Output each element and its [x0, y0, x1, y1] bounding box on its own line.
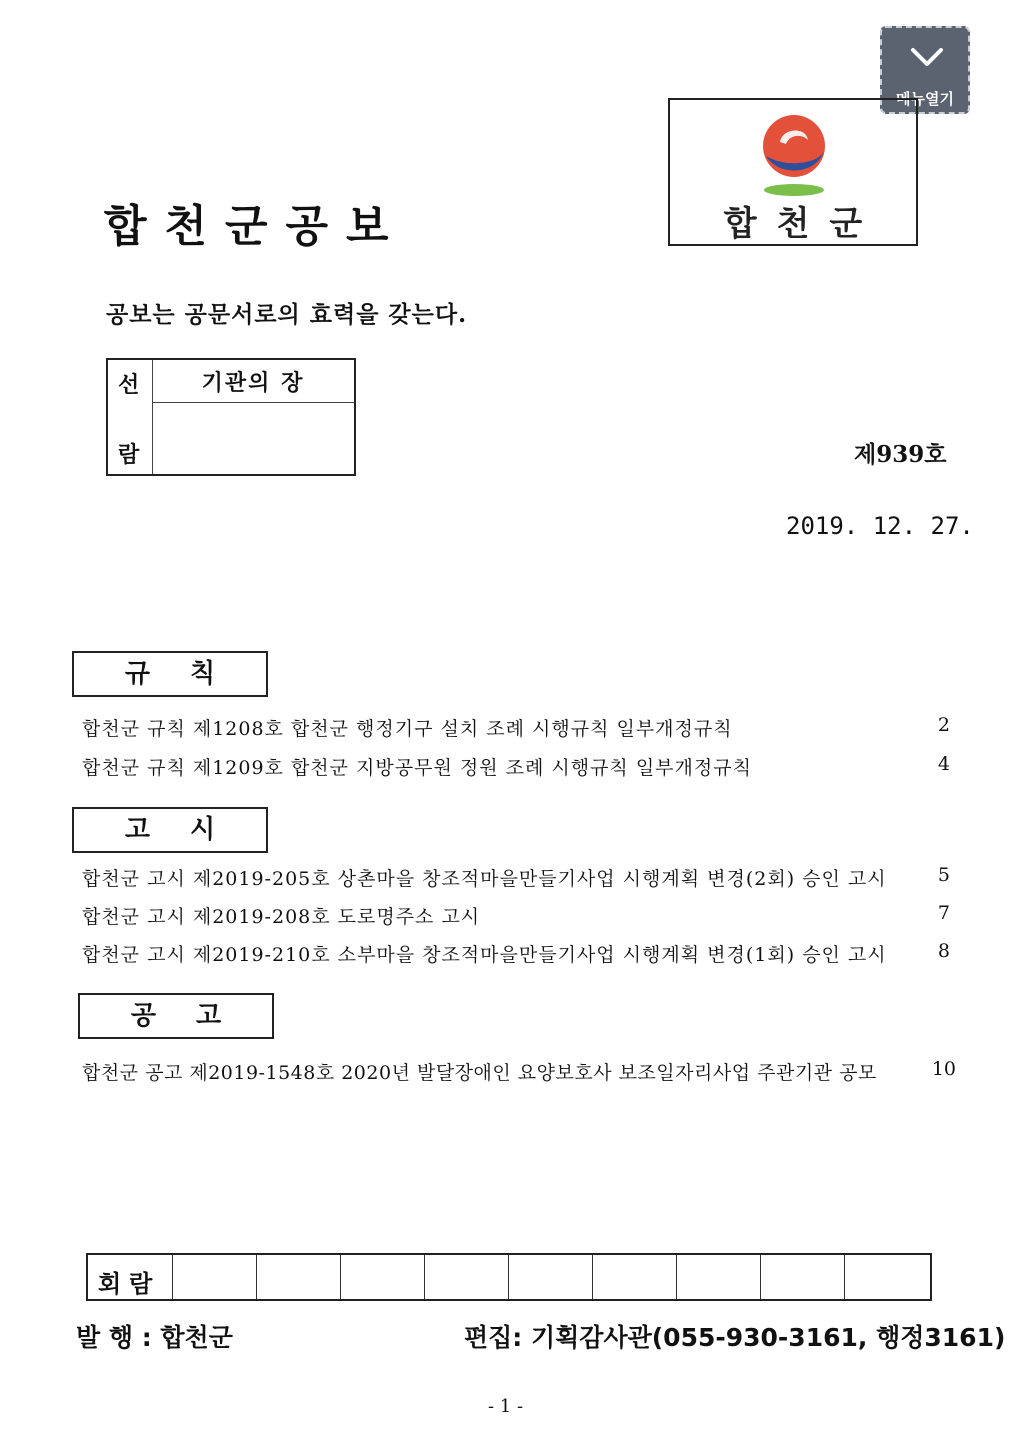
toc-item: 합천군 고시 제2019-210호 소부마을 창조적마을만들기사업 시행계획 변경(1회) 승인 고시	[82, 944, 887, 966]
issue-number: 제939호	[854, 441, 947, 468]
circulation-cell	[424, 1255, 425, 1299]
county-logo-box	[668, 98, 918, 246]
circulation-cell	[844, 1255, 845, 1299]
section-header-notices: 고시	[72, 807, 268, 853]
toc-item: 합천군 규칙 제1208호 합천군 행정기구 설치 조례 시행규칙 일부개정규칙	[82, 718, 733, 740]
toc-page: 10	[931, 1058, 956, 1080]
circulation-cell	[508, 1255, 509, 1299]
issue-date: 2019. 12. 27.	[786, 512, 974, 540]
county-emblem-icon	[756, 112, 834, 198]
circulation-cell	[340, 1255, 341, 1299]
section-header-announcements: 공고	[78, 993, 274, 1039]
toc-item: 합천군 규칙 제1209호 합천군 지방공무원 정원 조례 시행규칙 일부개정규칙	[82, 757, 752, 779]
page-title: 합천군공보	[104, 201, 407, 252]
toc-page: 2	[937, 714, 950, 736]
circulation-cell	[676, 1255, 677, 1299]
review-box-divider	[152, 402, 354, 403]
toc-page: 4	[937, 753, 950, 775]
subtitle: 공보는 공문서로의 효력을 갖는다.	[106, 301, 468, 328]
toc-item: 합천군 고시 제2019-208호 도로명주소 고시	[82, 906, 481, 928]
circulation-cell	[172, 1255, 173, 1299]
toc-item: 합천군 고시 제2019-205호 상촌마을 창조적마을만들기사업 시행계획 변경(2회) 승인 고시	[82, 868, 887, 890]
review-header: 기관의 장	[201, 370, 305, 396]
circulation-cell	[256, 1255, 257, 1299]
toc-page: 5	[937, 864, 950, 886]
toc-page: 7	[937, 902, 950, 924]
circulation-label: 회람	[98, 1270, 161, 1298]
editor: 편집: 기획감사관(055-930-3161, 행정3161)	[464, 1323, 1006, 1352]
page-number: - 1 -	[488, 1396, 524, 1417]
circulation-cell	[592, 1255, 593, 1299]
review-box	[106, 358, 356, 476]
review-label-top: 선	[118, 372, 140, 398]
publisher: 발 행 : 합천군	[76, 1323, 233, 1352]
toc-item: 합천군 공고 제2019-1548호 2020년 발달장애인 요양보호사 보조일자리사업 주관기관 공모	[82, 1062, 877, 1084]
toc-page: 8	[937, 940, 950, 962]
section-header-rules: 규칙	[72, 651, 268, 697]
circulation-table	[86, 1253, 932, 1301]
logo-text: 합천군	[723, 204, 883, 244]
circulation-cell	[760, 1255, 761, 1299]
menu-open-label: 메뉴열기	[896, 90, 954, 108]
chevron-down-icon	[907, 42, 947, 72]
review-label-bottom: 람	[118, 442, 140, 468]
